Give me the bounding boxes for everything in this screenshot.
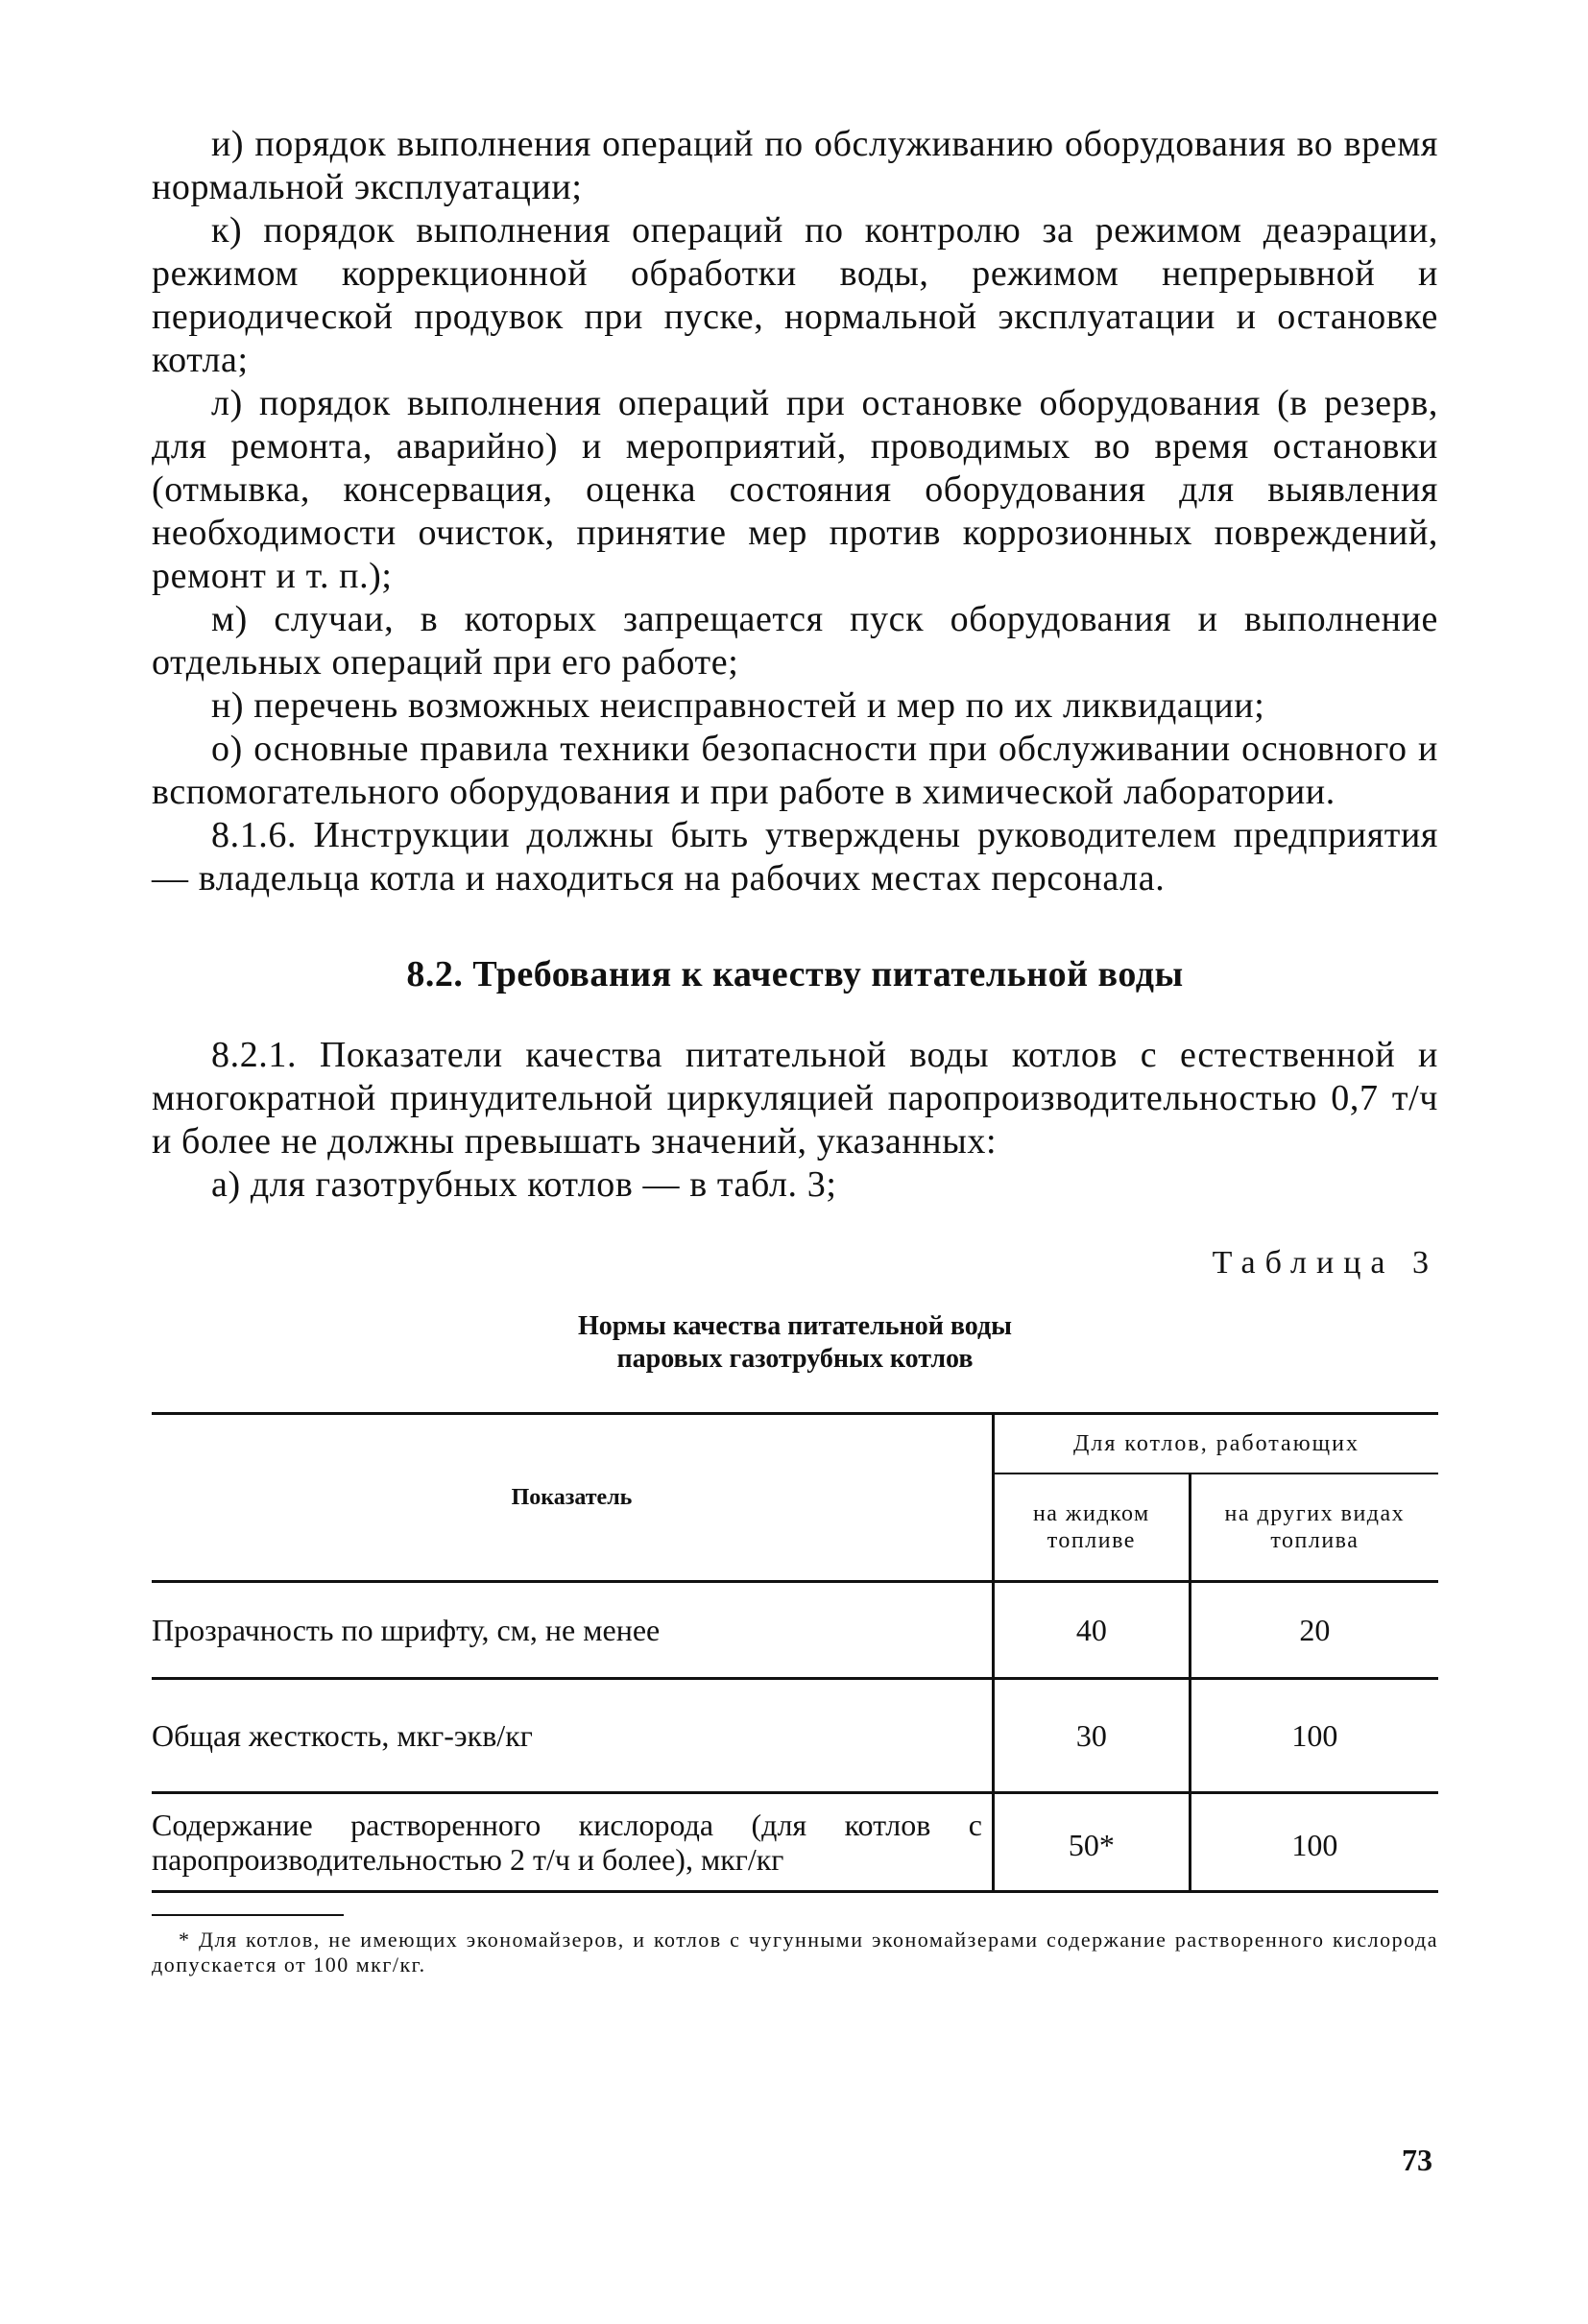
table-row — [152, 1582, 1438, 1679]
row-value-other: 100 — [1190, 1793, 1438, 1892]
table-caption: Таблица 3 — [1212, 1245, 1438, 1281]
list-item-a: а) для газотрубных котлов — в табл. 3; — [211, 1164, 837, 1205]
list-item-o: о) основные правила техники безопасности при обслуживании основного и вспомогательного оборудования и при работе в химической лаборатории. — [152, 729, 1438, 812]
header-other-fuel: на других видах топлива — [1190, 1473, 1438, 1582]
header-liquid-fuel: на жидком топливе — [994, 1473, 1191, 1582]
header-group: Для котлов, работающих — [994, 1414, 1439, 1474]
header-parameter: Показатель — [152, 1414, 994, 1582]
row-value-other: 20 — [1190, 1582, 1438, 1679]
page-number: 73 — [1402, 2143, 1432, 2177]
list-item-m: м) случаи, в которых запрещается пуск оборудования и выполнение отдельных операций при его работе; — [152, 599, 1438, 683]
row-value-other: 100 — [1190, 1679, 1438, 1793]
list-item-n: н) перечень возможных неисправностей и мер по их ликвидации; — [211, 685, 1265, 726]
table-title-line-1: Нормы качества питательной воды — [577, 1311, 1013, 1341]
row-value-liquid: 50* — [994, 1793, 1191, 1892]
table-title — [152, 1310, 1438, 1376]
table-footnote: * Для котлов, не имеющих экономайзеров, и котлов с чугунными экономайзерами содержание растворенного кислорода допускается от 100 мкг/кг. — [152, 1928, 1438, 1977]
water-quality-table — [152, 1412, 1438, 1893]
table-title-line-2: паровых газотрубных котлов — [616, 1344, 974, 1374]
clause-8-2-1: 8.2.1. Показатели качества питательной воды котлов с естественной и многократной принудительной циркуляцией паропроизводительностью 0,7 т/ч и более не должны превышать значений, указанных: — [152, 1035, 1438, 1162]
table-row — [152, 1793, 1438, 1892]
section-title: 8.2. Требования к качеству питательной воды — [406, 954, 1184, 994]
list-item-k: к) порядок выполнения операций по контролю за режимом деаэрации, режимом коррекционной обработки воды, режимом непрерывной и периодической продувок при пуске, нормальной эксплуатации и остановке котла; — [152, 210, 1438, 380]
row-value-liquid: 30 — [994, 1679, 1191, 1793]
list-item-l: л) порядок выполнения операций при остановке оборудования (в резерв, для ремонта, аварийно) и мероприятий, проводимых во время остановки (отмывка, консервация, оценка состояния оборудования для выявления необходимости очисток, принятие мер против коррозионных повреждений, ремонт и т. п.); — [152, 383, 1438, 596]
clause-8-1-6: 8.1.6. Инструкции должны быть утверждены руководителем предприятия — владельца котла и находиться на рабочих местах персонала. — [152, 815, 1438, 898]
footnote-divider — [152, 1914, 344, 1916]
row-value-liquid: 40 — [994, 1582, 1191, 1679]
table-row — [152, 1679, 1438, 1793]
row-name: Прозрачность по шрифту, см, не менее — [152, 1582, 994, 1679]
list-item-i: и) порядок выполнения операций по обслуживанию оборудования во время нормальной эксплуатации; — [152, 124, 1438, 207]
document-page — [152, 123, 1438, 1977]
row-name: Общая жесткость, мкг-экв/кг — [152, 1679, 994, 1793]
row-name: Содержание растворенного кислорода (для котлов с паропроизводительностью 2 т/ч и более), мкг/кг — [152, 1793, 994, 1892]
